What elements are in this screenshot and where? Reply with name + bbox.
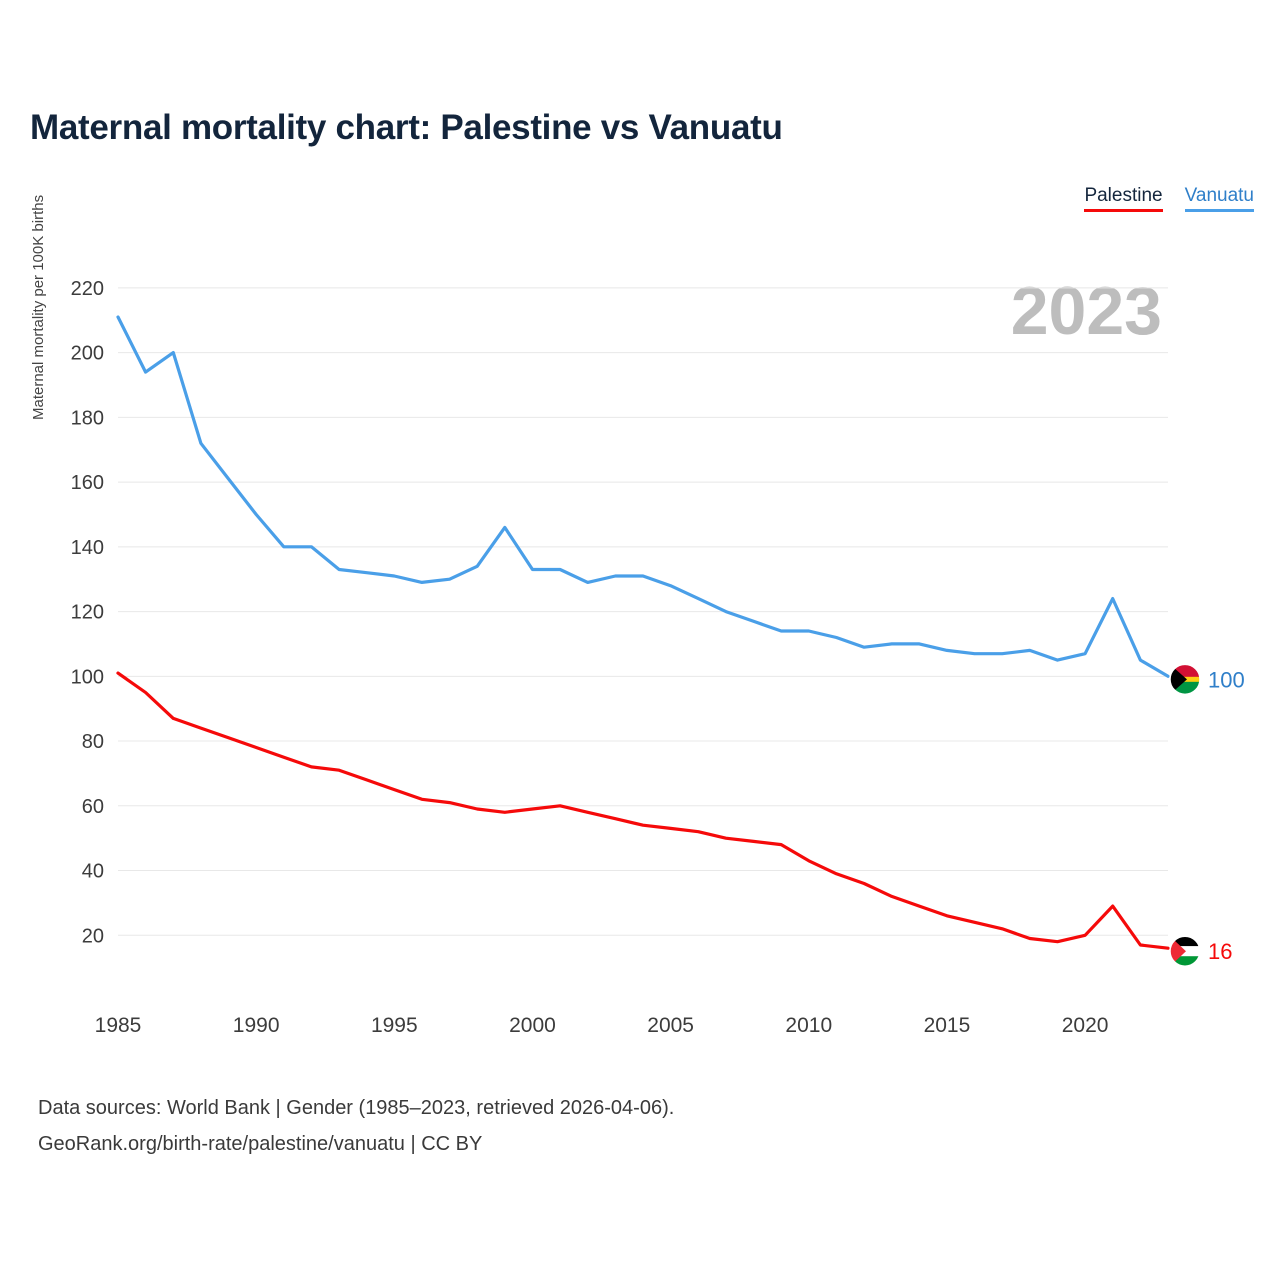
svg-text:40: 40: [81, 860, 104, 883]
footer-line-1: Data sources: World Bank | Gender (1985–2023, retrieved 2026-04-06).: [38, 1097, 675, 1119]
svg-text:16: 16: [1208, 939, 1233, 965]
svg-text:160: 160: [70, 472, 104, 495]
footer-sources: [38, 1090, 674, 1162]
end-point-markers: [1170, 664, 1245, 966]
page-title: Maternal mortality chart: Palestine vs Vanuatu: [30, 108, 783, 147]
y-axis-ticks: [71, 278, 104, 947]
svg-text:2010: 2010: [785, 1014, 833, 1037]
svg-text:2015: 2015: [923, 1014, 971, 1037]
svg-text:2020: 2020: [1061, 1014, 1109, 1037]
svg-text:180: 180: [70, 407, 104, 430]
footer-line-2: GeoRank.org/birth-rate/palestine/vanuatu | CC BY: [38, 1133, 483, 1155]
svg-text:120: 120: [70, 601, 104, 624]
svg-text:20: 20: [81, 925, 104, 948]
svg-text:80: 80: [81, 731, 104, 754]
svg-text:2005: 2005: [647, 1014, 694, 1037]
legend-label-palestine: Palestine: [1084, 185, 1163, 206]
data-series: [118, 317, 1168, 948]
grid-lines: [118, 288, 1168, 935]
y-axis-label: Maternal mortality per 100K births: [30, 194, 47, 420]
svg-text:2000: 2000: [509, 1014, 556, 1037]
svg-text:200: 200: [70, 342, 104, 365]
svg-text:1990: 1990: [232, 1014, 280, 1037]
svg-text:140: 140: [70, 536, 104, 559]
svg-text:1985: 1985: [94, 1014, 142, 1037]
svg-text:100: 100: [70, 666, 104, 689]
svg-text:60: 60: [81, 795, 104, 818]
svg-text:1995: 1995: [370, 1014, 418, 1037]
legend-label-vanuatu: Vanuatu: [1184, 185, 1254, 206]
x-axis-ticks: [95, 1014, 1109, 1037]
svg-text:220: 220: [70, 277, 104, 300]
svg-text:100: 100: [1208, 667, 1245, 693]
year-watermark: 2023: [1010, 273, 1162, 349]
